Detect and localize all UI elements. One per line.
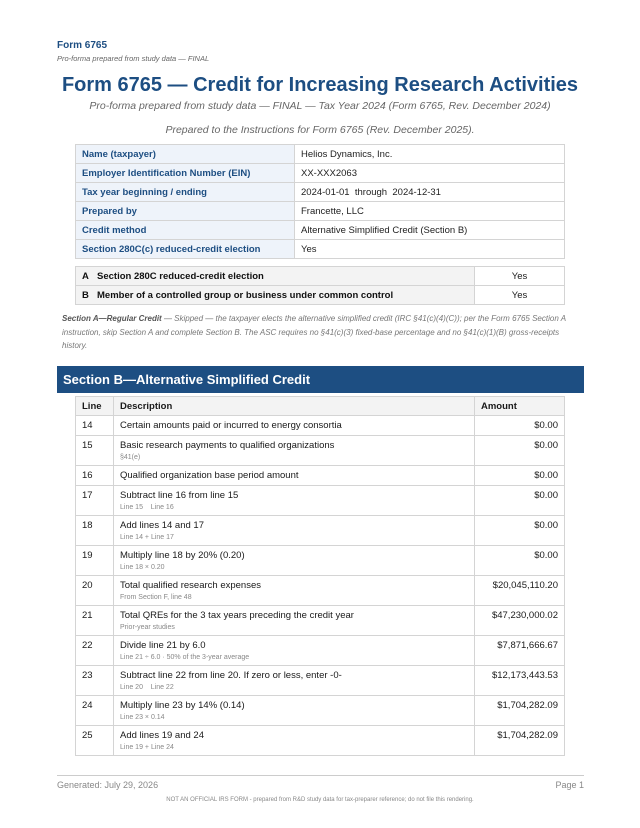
running-header [57, 40, 587, 63]
line-number: 20 [76, 576, 114, 606]
line-amount: $47,230,000.02 [475, 606, 565, 636]
line-amount: $0.00 [475, 436, 565, 466]
line-number: 22 [76, 636, 114, 666]
line-description-cell [114, 606, 475, 636]
line-number: 18 [76, 516, 114, 546]
line-hint: Line 23 × 0.14 [120, 714, 165, 721]
line-description-cell [114, 546, 475, 576]
line-description-cell [114, 636, 475, 666]
info-label: Prepared by [76, 202, 295, 221]
line-number: 21 [76, 606, 114, 636]
info-value: 2024-01-01 through 2024-12-31 [295, 183, 565, 202]
section-a-note-text: — Skipped — the taxpayer elects the alternative simplified credit (IRC §41(c)(4)(C)); per the Form 6765 Section A instruction, skip Section A and complete Section B. The ASC requires no §41(c)(3) fixed-base percentage and no §41(c)(1)(B) gross-receipts history. [62, 314, 566, 350]
line-description-cell [114, 576, 475, 606]
line-hint: §41(e) [120, 454, 141, 461]
line-description-cell [114, 726, 475, 756]
question-row [76, 267, 565, 286]
info-value: XX-XXX2063 [295, 164, 565, 183]
line-hint: Line 18 × 0.20 [120, 564, 165, 571]
line-number: 17 [76, 486, 114, 516]
info-label: Employer Identification Number (EIN) [76, 164, 295, 183]
info-row [76, 221, 565, 240]
line-description-cell [114, 416, 475, 436]
line-description-cell [114, 486, 475, 516]
question-answer: Yes [475, 286, 565, 305]
line-number: 23 [76, 666, 114, 696]
table-row [76, 726, 565, 756]
line-hint: Line 14 + Line 17 [120, 534, 174, 541]
table-row [76, 636, 565, 666]
question-label: Member of a controlled group or business under common control [97, 289, 394, 301]
line-amount: $0.00 [475, 486, 565, 516]
questions-table [75, 266, 565, 305]
info-row [76, 183, 565, 202]
table-row [76, 606, 565, 636]
header-subline: Pro-forma prepared from study data — FINAL [57, 54, 210, 63]
prepared-to-note: Prepared to the Instructions for Form 6765 (Rev. December 2025). [165, 124, 475, 136]
table-row [76, 466, 565, 486]
question-label: Section 280C reduced-credit election [97, 270, 264, 282]
col-line-header: Line [76, 397, 114, 416]
line-description: Total qualified research expenses [120, 580, 262, 591]
table-row [76, 696, 565, 726]
line-hint: From Section F, line 48 [120, 594, 192, 601]
section-a-note [62, 312, 580, 353]
info-row [76, 202, 565, 221]
info-row [76, 164, 565, 183]
taxpayer-info-table [75, 144, 565, 259]
question-text [76, 286, 475, 305]
line-description: Qualified organization base period amount [120, 470, 299, 481]
line-amount: $0.00 [475, 516, 565, 546]
table-row [76, 666, 565, 696]
info-value: Alternative Simplified Credit (Section B) [295, 221, 565, 240]
line-number: 15 [76, 436, 114, 466]
info-row [76, 145, 565, 164]
line-amount: $20,045,110.20 [475, 576, 565, 606]
line-amount: $7,871,666.67 [475, 636, 565, 666]
header-form-label: Form 6765 [57, 40, 108, 51]
info-value: Yes [295, 240, 565, 259]
line-description: Multiply line 18 by 20% (0.20) [120, 550, 245, 561]
question-answer: Yes [475, 267, 565, 286]
line-number: 19 [76, 546, 114, 576]
section-b-table [75, 396, 565, 756]
table-row [76, 486, 565, 516]
line-description-cell [114, 696, 475, 726]
line-amount: $0.00 [475, 416, 565, 436]
line-description-cell [114, 436, 475, 466]
footer-page-number: Page 1 [555, 780, 584, 790]
line-description: Divide line 21 by 6.0 [120, 640, 206, 651]
line-amount: $1,704,282.09 [475, 696, 565, 726]
section-b-heading: Section B—Alternative Simplified Credit [57, 366, 584, 393]
line-description-cell [114, 516, 475, 546]
line-hint: Line 15 Line 16 [120, 504, 174, 511]
line-description: Subtract line 22 from line 20. If zero or less, enter -0- [120, 670, 342, 681]
line-hint: Line 19 + Line 24 [120, 744, 174, 751]
line-description-cell [114, 466, 475, 486]
line-amount: $0.00 [475, 466, 565, 486]
table-row [76, 416, 565, 436]
line-number: 25 [76, 726, 114, 756]
line-amount: $12,173,443.53 [475, 666, 565, 696]
line-description: Add lines 19 and 24 [120, 730, 204, 741]
line-amount: $1,704,282.09 [475, 726, 565, 756]
info-value: Francette, LLC [295, 202, 565, 221]
line-description: Add lines 14 and 17 [120, 520, 204, 531]
info-row [76, 240, 565, 259]
section-a-note-lead: Section A—Regular Credit [62, 314, 162, 323]
line-hint: Prior-year studies [120, 624, 175, 631]
info-value: Helios Dynamics, Inc. [295, 145, 565, 164]
question-letter: A [82, 270, 89, 282]
table-row [76, 576, 565, 606]
line-description-cell [114, 666, 475, 696]
line-number: 24 [76, 696, 114, 726]
page-subtitle: Pro-forma prepared from study data — FINAL — Tax Year 2024 (Form 6765, Rev. December 2024) [89, 100, 551, 112]
line-amount: $0.00 [475, 546, 565, 576]
line-hint: Line 20 Line 22 [120, 684, 174, 691]
line-description: Basic research payments to qualified organizations [120, 440, 335, 451]
table-row [76, 436, 565, 466]
line-description: Certain amounts paid or incurred to energy consortia [120, 420, 342, 431]
table-row [76, 516, 565, 546]
question-text [76, 267, 475, 286]
line-description: Total QREs for the 3 tax years preceding the credit year [120, 610, 354, 621]
table-header-row [76, 397, 565, 416]
question-letter: B [82, 289, 89, 301]
line-number: 14 [76, 416, 114, 436]
col-amount-header: Amount [475, 397, 565, 416]
info-label: Tax year beginning / ending [76, 183, 295, 202]
info-label: Credit method [76, 221, 295, 240]
info-label: Name (taxpayer) [76, 145, 295, 164]
question-row [76, 286, 565, 305]
line-description: Subtract line 16 from line 15 [120, 490, 239, 501]
col-description-header: Description [114, 397, 475, 416]
footer-disclaimer: NOT AN OFFICIAL IRS FORM - prepared from R&D study data for tax-preparer reference; do not file this rendering. [166, 797, 474, 803]
page-title: Form 6765 — Credit for Increasing Research Activities [61, 74, 579, 96]
footer-generated: Generated: July 29, 2026 [57, 780, 159, 790]
table-row [76, 546, 565, 576]
line-number: 16 [76, 466, 114, 486]
info-label: Section 280C(c) reduced-credit election [76, 240, 295, 259]
line-description: Multiply line 23 by 14% (0.14) [120, 700, 245, 711]
line-hint: Line 21 ÷ 6.0 · 50% of the 3-year average [120, 654, 250, 661]
footer-divider [57, 775, 584, 776]
